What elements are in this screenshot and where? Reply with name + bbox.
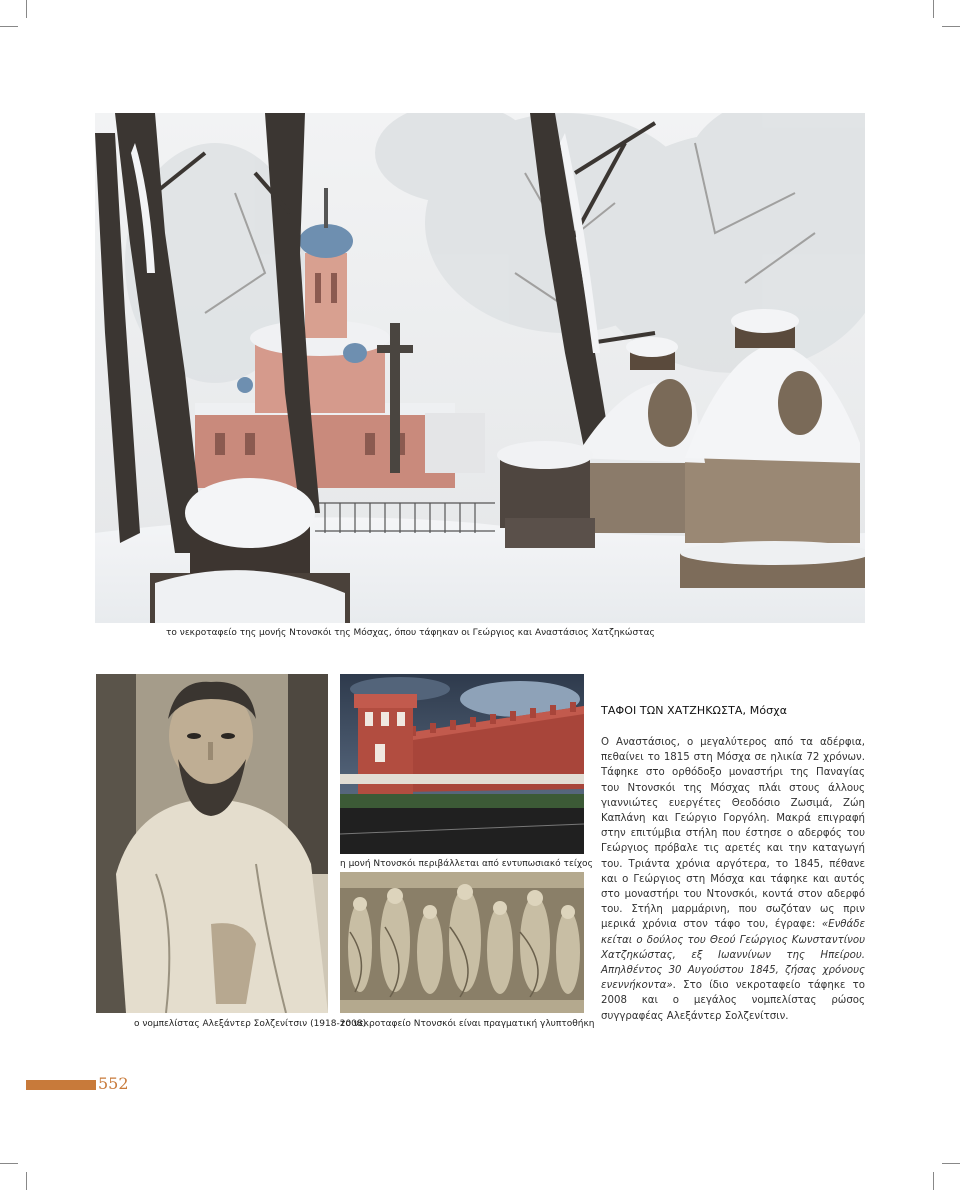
wall-caption: η μονή Ντονσκόι περιβάλλεται από εντυπωσιακό τείχος: [340, 859, 593, 869]
crop-mark: [0, 1163, 18, 1164]
monastery-wall-photo: [340, 674, 584, 854]
cemetery-photo: [95, 113, 865, 623]
portrait-caption: ο νομπελίστας Αλεξάντερ Σολζενίτσιν (1918-2008): [134, 1019, 367, 1029]
article-body: [601, 735, 865, 1024]
crop-mark: [0, 26, 18, 27]
page-number-bar: [26, 1080, 96, 1090]
cemetery-caption: το νεκροταφείο της μονής Ντονσκόι της Μόσχας, όπου τάφηκαν οι Γεώργιος και Αναστάσιος Χατζηκώστας: [166, 628, 655, 638]
portrait-photo: [96, 674, 328, 1013]
crop-mark: [933, 0, 934, 18]
crop-mark: [942, 1163, 960, 1164]
crop-mark: [942, 26, 960, 27]
crop-mark: [26, 1172, 27, 1190]
article-body-intro: Ο Αναστάσιος, ο μεγαλύτερος από τα αδέρφια, πεθαίνει το 1815 στη Μόσχα σε ηλικία 72 χρόνων. Τάφηκε στο ορθόδοξο μοναστήρι της Παναγίας του Ντονσκόι της Μόσχας πλάι στους άλλους γιαννιώτες ευεργέτες Θεοδόσιο Ζωσιμά, Ζώη Καπλάνη και Γεώργιο Γοργόλη. Μακρά επιγραφή στην επιτύμβια στήλη που έστησε ο αδερφός του Γεώργιος πρόβαλε τις αρετές και την καταγωγή του. Τριάντα χρόνια αργότερα, το 1845, πέθανε και ο Γεώργιος στη Μόσχα και τάφηκε και αυτός στο μοναστήρι του Ντονσκόι, κοντά στον αδερφό του. Στήλη μαρμάρινη, που σωζόταν ως πριν μερικά χρόνια στον τάφο του, έγραφε:: [601, 737, 865, 931]
article: [601, 704, 865, 1024]
inscription-quote: «Ενθάδε κείται ο δούλος του Θεού Γεώργιος Κωνσταντίνου Χατζηκώστας, εξ Ιωαννίνων της Ηπείρου. Απηλθέντος 30 Αυγούστου 1845, ζήσας χρόνους ενεννήκοντα»: [601, 919, 865, 992]
article-body-closing: . Στο ίδιο νεκροταφείο τάφηκε το 2008 και ο μεγάλος νομπελίστας ρώσος συγγραφέας Αλεξάντερ Σολζενίτσιν.: [601, 980, 865, 1022]
article-heading: ΤΑΦΟΙ ΤΩΝ ΧΑΤΖΗΚΩΣΤΑ, Μόσχα: [601, 704, 788, 717]
page-number: 552: [98, 1074, 129, 1093]
crop-mark: [933, 1172, 934, 1190]
sculpture-caption: το νεκροταφείο Ντονσκόι είναι πραγματική γλυπτοθήκη: [340, 1019, 595, 1029]
crop-mark: [26, 0, 27, 18]
sculpture-relief-photo: [340, 872, 584, 1013]
